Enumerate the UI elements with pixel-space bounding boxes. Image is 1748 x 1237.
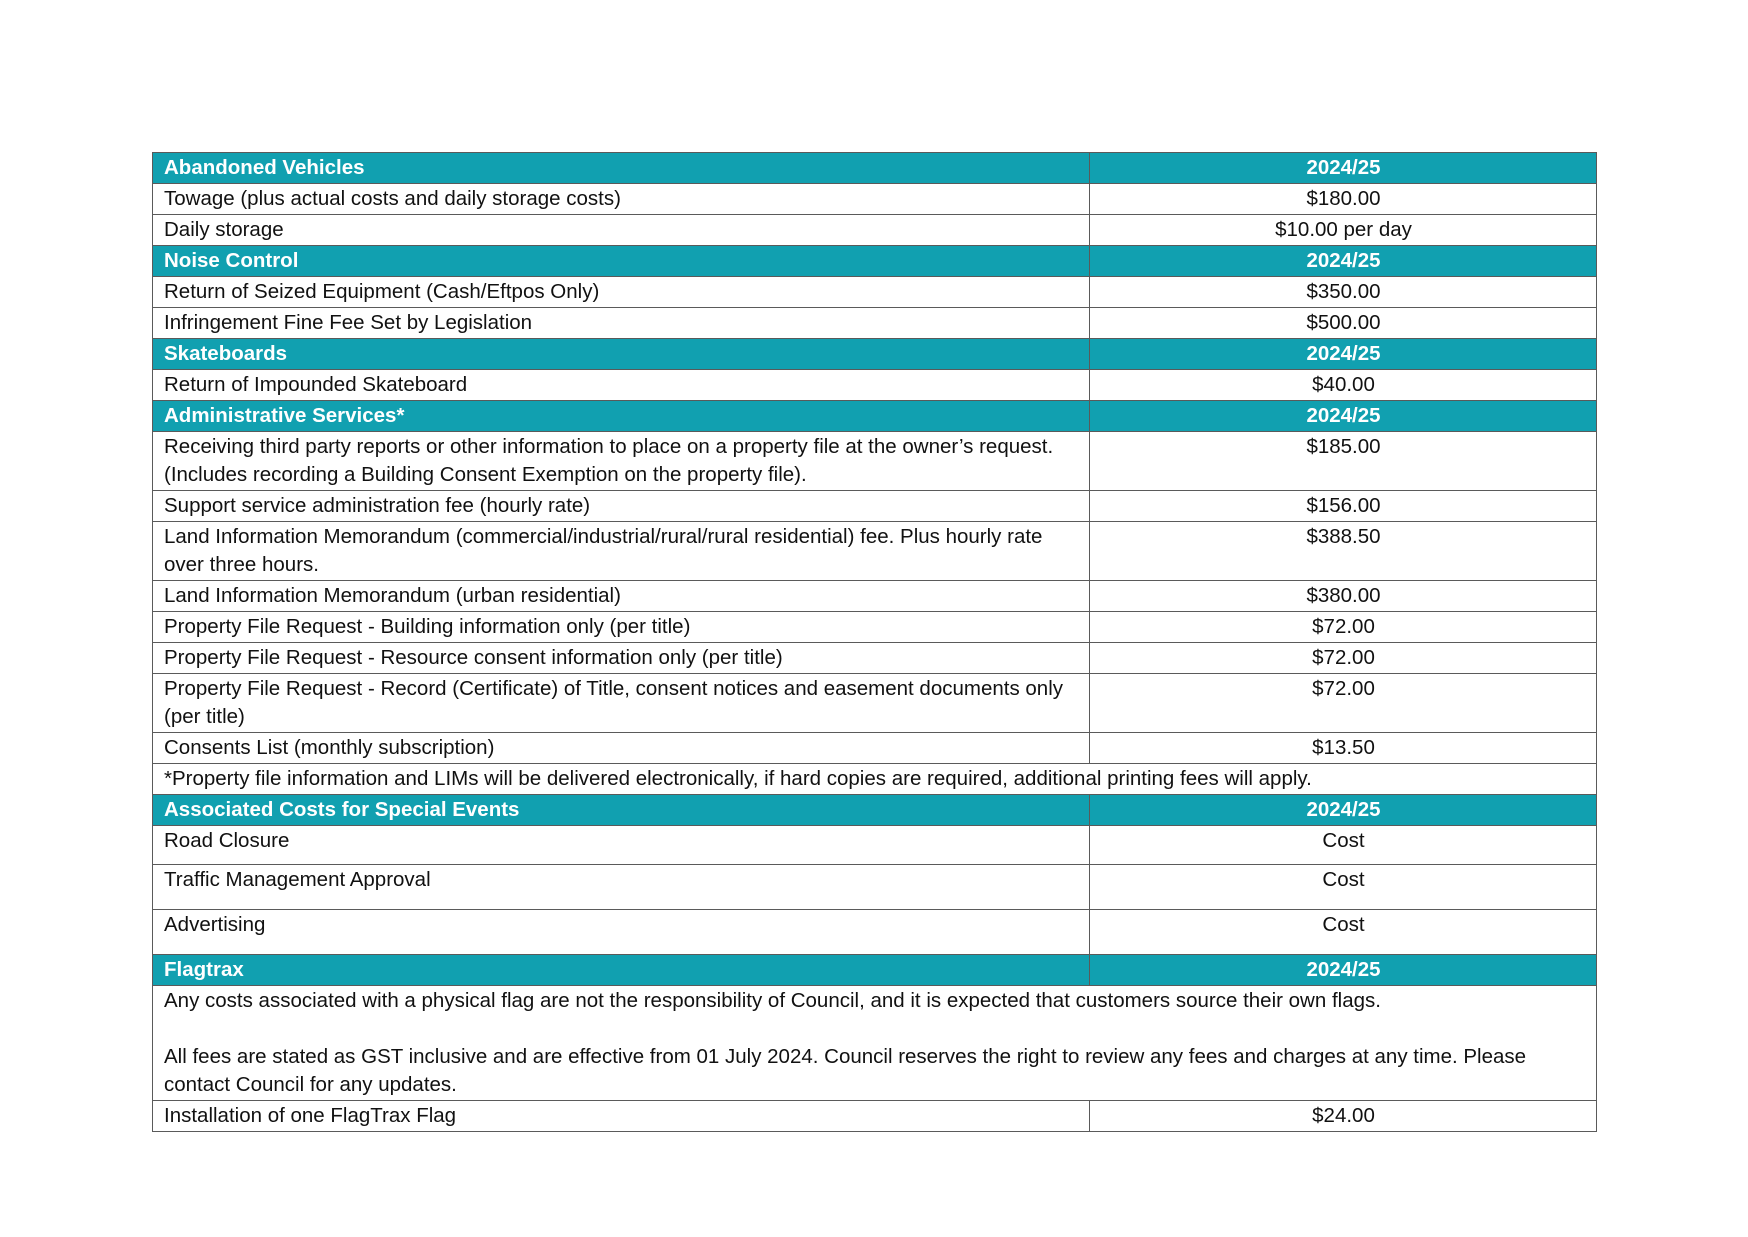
table-row bbox=[153, 1101, 1597, 1132]
table-row bbox=[153, 865, 1597, 910]
table-row bbox=[153, 308, 1597, 339]
fees-table bbox=[152, 152, 1597, 1132]
item-description: Land Information Memorandum (urban residential) bbox=[153, 581, 1090, 612]
section-year: 2024/25 bbox=[1090, 153, 1597, 184]
item-fee: $10.00 per day bbox=[1090, 215, 1597, 246]
item-fee: Cost bbox=[1090, 865, 1597, 910]
item-description: Property File Request - Record (Certificate) of Title, consent notices and easement documents only (per title) bbox=[153, 674, 1090, 733]
item-description: Land Information Memorandum (commercial/industrial/rural/rural residential) fee. Plus hourly rate over three hours. bbox=[153, 522, 1090, 581]
table-row bbox=[153, 491, 1597, 522]
section-year: 2024/25 bbox=[1090, 401, 1597, 432]
table-row bbox=[153, 826, 1597, 865]
table-row bbox=[153, 277, 1597, 308]
item-description: Towage (plus actual costs and daily storage costs) bbox=[153, 184, 1090, 215]
flagtrax-notes bbox=[153, 986, 1597, 1101]
item-description: Infringement Fine Fee Set by Legislation bbox=[153, 308, 1090, 339]
section-title: Noise Control bbox=[153, 246, 1090, 277]
item-description: Return of Impounded Skateboard bbox=[153, 370, 1090, 401]
footnote-row bbox=[153, 764, 1597, 795]
item-description: Installation of one FlagTrax Flag bbox=[153, 1101, 1090, 1132]
section-title: Skateboards bbox=[153, 339, 1090, 370]
section-title: Associated Costs for Special Events bbox=[153, 795, 1090, 826]
section-year: 2024/25 bbox=[1090, 246, 1597, 277]
section-header-abandoned-vehicles bbox=[153, 153, 1597, 184]
item-fee: $388.50 bbox=[1090, 522, 1597, 581]
item-fee: $380.00 bbox=[1090, 581, 1597, 612]
item-fee: $350.00 bbox=[1090, 277, 1597, 308]
section-header-administrative-services bbox=[153, 401, 1597, 432]
item-description: Property File Request - Building information only (per title) bbox=[153, 612, 1090, 643]
item-fee: $72.00 bbox=[1090, 612, 1597, 643]
section-title: Flagtrax bbox=[153, 955, 1090, 986]
item-fee: $72.00 bbox=[1090, 643, 1597, 674]
table-row bbox=[153, 910, 1597, 955]
item-fee: $500.00 bbox=[1090, 308, 1597, 339]
item-description: Return of Seized Equipment (Cash/Eftpos Only) bbox=[153, 277, 1090, 308]
paragraph-gap bbox=[164, 1015, 1586, 1043]
section-title: Administrative Services* bbox=[153, 401, 1090, 432]
flagtrax-note-gst: All fees are stated as GST inclusive and are effective from 01 July 2024. Council reserves the right to review any fees and charges at any time. Please contact Council for any updates. bbox=[164, 1045, 1527, 1096]
table-row bbox=[153, 612, 1597, 643]
item-description: Traffic Management Approval bbox=[153, 865, 1090, 910]
item-description: Advertising bbox=[153, 910, 1090, 955]
flagtrax-note-flags: Any costs associated with a physical flag are not the responsibility of Council, and it is expected that customers source their own flags. bbox=[164, 989, 1381, 1012]
item-fee: $40.00 bbox=[1090, 370, 1597, 401]
section-year: 2024/25 bbox=[1090, 339, 1597, 370]
table-row bbox=[153, 733, 1597, 764]
section-year: 2024/25 bbox=[1090, 955, 1597, 986]
section-header-skateboards bbox=[153, 339, 1597, 370]
item-fee: Cost bbox=[1090, 826, 1597, 865]
section-header-noise-control bbox=[153, 246, 1597, 277]
item-description: Road Closure bbox=[153, 826, 1090, 865]
item-description: Daily storage bbox=[153, 215, 1090, 246]
table-row bbox=[153, 581, 1597, 612]
item-fee: $185.00 bbox=[1090, 432, 1597, 491]
item-description: Support service administration fee (hourly rate) bbox=[153, 491, 1090, 522]
table-row bbox=[153, 370, 1597, 401]
table-row bbox=[153, 432, 1597, 491]
section-header-special-events bbox=[153, 795, 1597, 826]
table-row bbox=[153, 215, 1597, 246]
administrative-footnote: *Property file information and LIMs will be delivered electronically, if hard copies are required, additional printing fees will apply. bbox=[153, 764, 1597, 795]
item-description: Property File Request - Resource consent information only (per title) bbox=[153, 643, 1090, 674]
table-row bbox=[153, 184, 1597, 215]
section-header-flagtrax bbox=[153, 955, 1597, 986]
section-year: 2024/25 bbox=[1090, 795, 1597, 826]
table-row bbox=[153, 522, 1597, 581]
item-fee: $180.00 bbox=[1090, 184, 1597, 215]
item-fee: $24.00 bbox=[1090, 1101, 1597, 1132]
section-title: Abandoned Vehicles bbox=[153, 153, 1090, 184]
item-fee: Cost bbox=[1090, 910, 1597, 955]
item-description: Consents List (monthly subscription) bbox=[153, 733, 1090, 764]
table-row bbox=[153, 643, 1597, 674]
item-description: Receiving third party reports or other information to place on a property file at the owner’s request. (Includes recording a Building Consent Exemption on the property file). bbox=[153, 432, 1090, 491]
item-fee: $13.50 bbox=[1090, 733, 1597, 764]
item-fee: $156.00 bbox=[1090, 491, 1597, 522]
notes-row bbox=[153, 986, 1597, 1101]
item-fee: $72.00 bbox=[1090, 674, 1597, 733]
table-row bbox=[153, 674, 1597, 733]
fees-document bbox=[152, 152, 1596, 1132]
